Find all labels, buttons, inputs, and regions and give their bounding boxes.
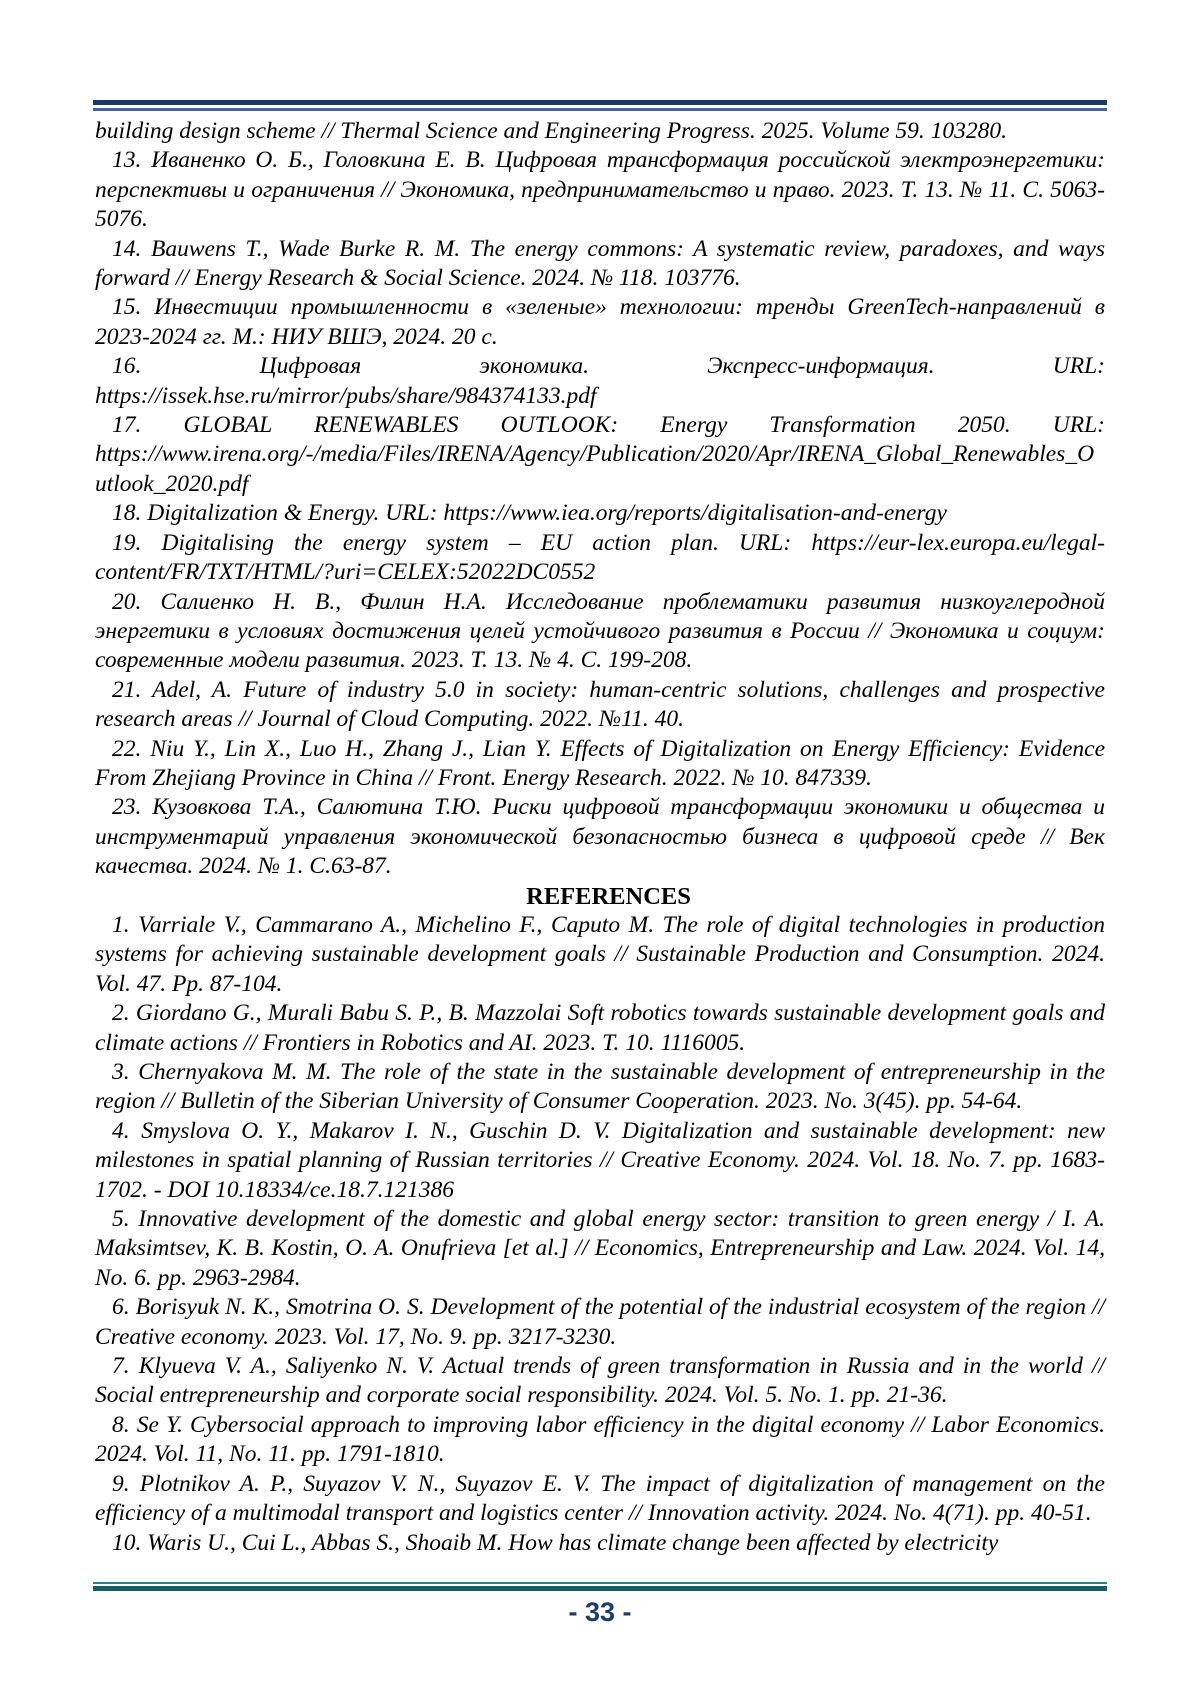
bibliography-item-19: 19. Digitalising the energy system – EU action plan. URL: https://eur-lex.europa.eu/legal-content/FR/TXT/HTML/?uri=CELEX:52022DC0552	[95, 529, 1105, 586]
bibliography-item-21: 21. Adel, A. Future of industry 5.0 in society: human-centric solutions, challenges and prospective research areas // Journal of Cloud Computing. 2022. №11. 40.	[95, 676, 1105, 733]
top-rule-thin-line	[93, 108, 1107, 111]
bottom-rule-thick-line	[93, 1586, 1107, 1591]
bibliography-item-18: 18. Digitalization & Energy. URL: https://www.iea.org/reports/digitalisation-and-energy	[112, 500, 947, 527]
reference-item-2: 2. Giordano G., Murali Babu S. P., B. Mazzolai Soft robotics towards sustainable development goals and climate actions // Frontiers in Robotics and AI. 2023. T. 10. 1116005.	[95, 1000, 1105, 1056]
bibliography-item-23: 23. Кузовкова Т.А., Салютина Т.Ю. Риски цифровой трансформации экономики и общества и инструментарий управления экономической безопасностью бизнеса в цифровой среде // Век качества. 2024. № 1. С.63-87.	[95, 794, 1105, 880]
reference-item-1: 1. Varriale V., Cammarano A., Michelino F., Caputo M. The role of digital technologies in production systems for achieving sustainable development goals // Sustainable Production and Consumption. 2024. Vol. 47. Pp. 87-104.	[95, 911, 1105, 997]
bibliography-item-14: 14. Bauwens T., Wade Burke R. M. The energy commons: A systematic review, paradoxes, and ways forward // Energy Research & Social Science. 2024. № 118. 103776.	[95, 235, 1105, 292]
bibliography-item-22: 22. Niu Y., Lin X., Luo H., Zhang J., Lian Y. Effects of Digitalization on Energy Efficiency: Evidence From Zhejiang Province in China // Front. Energy Research. 2022. № 10. 847339.	[95, 735, 1105, 791]
bottom-double-rule	[93, 1582, 1107, 1591]
bibliography-item-15: 15. Инвестиции промышленности в «зеленые» технологии: тренды GreenTech-направлений в 2023-2024 гг. М.: НИУ ВШЭ, 2024. 20 с.	[95, 294, 1105, 350]
reference-item-4: 4. Smyslova O. Y., Makarov I. N., Guschin D. V. Digitalization and sustainable development: new milestones in spatial planning of Russian territories // Creative Economy. 2024. Vol. 18. No. 7. pp. 1683-1702. - DOI 10.18334/ce.18.7.121386	[95, 1117, 1105, 1203]
reference-item-6: 6. Borisyuk N. K., Smotrina O. S. Development of the potential of the industrial ecosystem of the region // Creative economy. 2023. Vol. 17, No. 9. pp. 3217-3230.	[95, 1294, 1105, 1350]
bibliography-item-17: 17. GLOBAL RENEWABLES OUTLOOK: Energy Transformation 2050. URL: https://www.irena.org/-/media/Files/IRENA/Agency/Publication/2020/Apr/IRENA_Global_Renewables_Outlook_2020.pdf	[95, 412, 1105, 497]
reference-item-10: 10. Waris U., Cui L., Abbas S., Shoaib M. How has climate change been affected by electricity	[112, 1529, 999, 1556]
references-heading: REFERENCES	[526, 882, 691, 910]
bibliography-item-20: 20. Салиенко Н. В., Филин Н.А. Исследование проблематики развития низкоуглеродной энергетики в условиях достижения целей устойчивого развития в России // Экономика и социум: современные модели развития. 2023. Т. 13. № 4. С. 199-208.	[95, 588, 1105, 674]
top-double-rule	[93, 100, 1107, 111]
bibliography-continuation-line: building design scheme // Thermal Science and Engineering Progress. 2025. Volume 59. 103280.	[95, 118, 1008, 144]
reference-item-9: 9. Plotnikov A. P., Suyazov V. N., Suyazov E. V. The impact of digitalization of management on the efficiency of a multimodal transport and logistics center // Innovation activity. 2024. No. 4(71). pp. 40-51.	[95, 1470, 1105, 1527]
bibliography-item-13: 13. Иваненко О. Б., Головкина Е. В. Цифровая трансформация российской электроэнергетики: перспективы и ограничения // Экономика, предпринимательство и право. 2023. Т. 13. № 11. С. 5063-5076.	[95, 147, 1105, 233]
reference-item-5: 5. Innovative development of the domestic and global energy sector: transition to green energy / I. A. Maksimtsev, K. B. Kostin, O. A. Onufrieva [et al.] // Economics, Entrepreneurship and Law. 2024. Vol. 14, No. 6. pp. 2963-2984.	[95, 1206, 1105, 1291]
reference-item-3: 3. Chernyakova M. M. The role of the state in the sustainable development of entrepreneurship in the region // Bulletin of the Siberian University of Consumer Cooperation. 2023. No. 3(45). pp. 54-64.	[95, 1059, 1105, 1115]
reference-item-7: 7. Klyueva V. A., Saliyenko N. V. Actual trends of green transformation in Russia and in the world // Social entrepreneurship and corporate social responsibility. 2024. Vol. 5. No. 1. pp. 21-36.	[95, 1353, 1105, 1409]
page-body-text	[95, 117, 1105, 1558]
page-number: - 33 -	[568, 1597, 632, 1627]
bibliography-item-16: 16. Цифровая экономика. Экспресс-информация. URL: https://issek.hse.ru/mirror/pubs/share/984374133.pdf	[95, 353, 1105, 409]
reference-item-8: 8. Se Y. Cybersocial approach to improving labor efficiency in the digital economy // Labor Economics. 2024. Vol. 11, No. 11. pp. 1791-1810.	[95, 1411, 1105, 1468]
